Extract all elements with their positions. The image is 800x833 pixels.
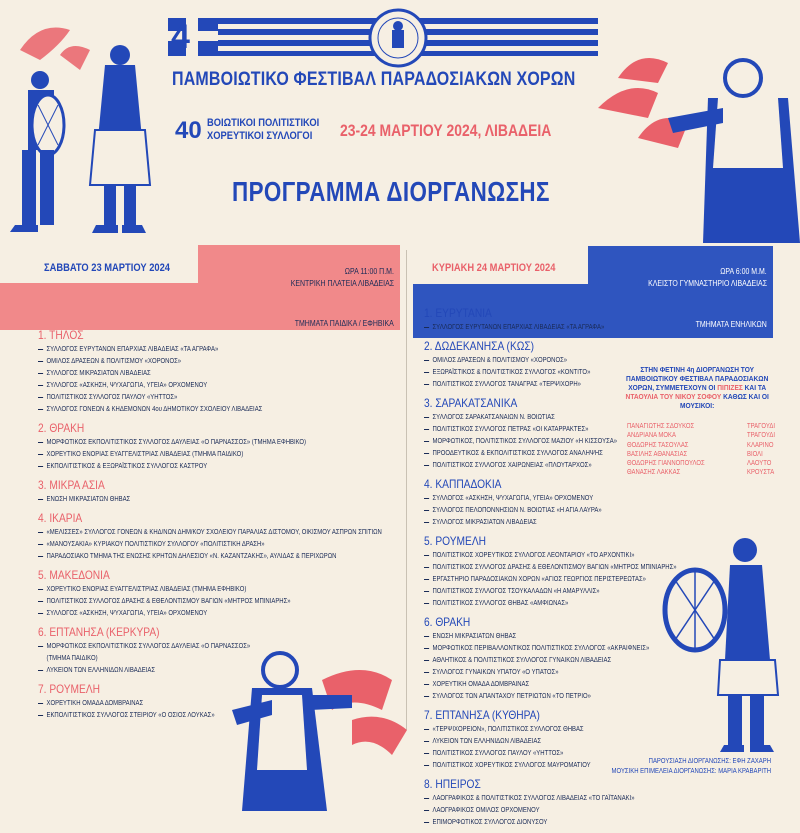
list-item: ΣΥΛΛΟΓΟΣ ΤΩΝ ΑΠΑΝΤΑΧΟΥ ΠΕΤΡΙΩΤΩΝ «ΤΟ ΠΕΤΡΙΟ»	[424, 691, 677, 703]
sunday-time: ΩΡΑ 6:00 Μ.Μ.	[720, 266, 767, 276]
sunday-section: 2. ΔΩΔΕΚΑΝΗΣΑ (ΚΩΣ) ΟΜΙΛΟΣ ΔΡΑΣΕΩΝ & ΠΟΛΙΤΙΣΜΟΥ «ΧΟΡΟΝΟΣ» ΕΞΩΡΑΪΣΤΙΚΟΣ & ΠΟΛΙΤΙΣΤΙΚΟΣ ΣΥΛΛΟΓΟΣ «ΚΟΝΤΙΤΟ» ΠΟΛΙΤΙΣΤΙΚΟΣ ΣΥΛΛΟΓΟΣ ΤΑΝΑΓΡΑΣ «ΤΕΡΨΙΧΟΡΗ»	[424, 338, 721, 391]
list-item: ΠΟΛΙΤΙΣΤΙΚΟΣ ΣΥΛΛΟΓΟΣ ΧΑΙΡΩΝΕΙΑΣ «ΠΛΟΥΤΑΡΧΟΣ»	[424, 460, 677, 472]
list-item: ΛΑΟΓΡΑΦΙΚΟΣ ΟΜΙΛΟΣ ΟΡΧΟΜΕΝΟΥ	[424, 805, 677, 817]
program-title: ΠΡΟΓΡΑΜΜΑ ΔΙΟΡΓΑΝΩΣΗΣ	[232, 176, 550, 207]
list-item: ΣΥΛΛΟΓΟΣ «ΑΣΚΗΣΗ, ΨΥΧΑΓΩΓΙΑ, ΥΓΕΙΑ» ΟΡΧΟΜΕΝΟΥ	[38, 608, 382, 620]
list-item: ΛΑΟΓΡΑΦΙΚΟΣ & ΠΟΛΙΤΙΣΤΙΚΟΣ ΣΥΛΛΟΓΟΣ ΛΙΒΑΔΕΙΑΣ «ΤΟ ΓΑΪΤΑΝΑΚΙ»	[424, 793, 677, 805]
list-item: ΜΟΡΦΩΤΙΚΟΣ ΠΕΡΙΒΑΛΛΟΝΤΙΚΟΣ ΠΟΛΙΤΙΣΤΙΚΟΣ ΣΥΛΛΟΓΟΣ «ΑΚΡΑΙΦΝΕΙΣ»	[424, 643, 677, 655]
drummer-figure-right	[640, 530, 800, 760]
sunday-label: ΚΥΡΙΑΚΗ 24 ΜΑΡΤΙΟΥ 2024	[432, 262, 556, 274]
list-item: ΜΟΡΦΩΤΙΚΟΣ ΕΚΠΟΛΙΤΙΣΤΙΚΟΣ ΣΥΛΛΟΓΟΣ ΔΑΥΛΕΙΑΣ «Ο ΠΑΡΝΑΣΣΟΣ» (ΤΜΗΜΑ ΕΦΗΒΙΚΟ)	[38, 437, 382, 449]
list-item: ΑΘΛΗΤΙΚΟΣ & ΠΟΛΙΤΙΣΤΙΚΟΣ ΣΥΛΛΟΓΟΣ ΓΥΝΑΙΚΩΝ ΛΙΒΑΔΕΙΑΣ	[424, 655, 677, 667]
list-item: ΠΑΡΑΔΟΣΙΑΚΟ ΤΜΗΜΑ ΤΗΣ ΕΝΩΣΗΣ ΚΡΗΤΩΝ ΔΗΛΕΣΙΟΥ «Ν. ΚΑΖΑΝΤΖΑΚΗΣ», ΑΥΛΙΔΑΣ & ΠΕΡΙΧΩΡΩΝ	[38, 551, 382, 563]
woman-figure-right	[598, 38, 800, 243]
saturday-section: 4. ΙΚΑΡΙΑ «ΜΕΛΙΣΣΕΣ» ΣΥΛΛΟΓΟΣ ΓΟΝΕΩΝ & ΚΗΔ/ΝΩΝ ΔΗΜ/ΚΟΥ ΣΧΟΛΕΙΟΥ ΠΑΡΑΛΙΑΣ ΔΙΣΤΟΜΟΥ, ΟΙΚΙΣΜΟΥ ΑΣΠΡΩΝ ΣΠΙΤΙΩΝ «ΜΑΝΟΥΣΑΚΙΑ» ΚΥΡΙΑΚΟΥ ΠΟΛΙΤΙΣΤΙΚΟΥ ΣΥΛΛΟΓΟΥ «ΠΟΛΙΤΙΣΤΙΚΗ ΔΡΑΣΗ» ΠΑΡΑΔΟΣΙΑΚΟ ΤΜΗΜΑ ΤΗΣ ΕΝΩΣΗΣ ΚΡΗΤΩΝ ΔΗΛΕΣΙΟΥ «Ν. ΚΑΖΑΝΤΖΑΚΗΣ», ΑΥΛΙΔΑΣ & ΠΕΡΙΧΩΡΩΝ	[38, 510, 443, 563]
sunday-section: 3. ΣΑΡΑΚΑΤΣΑΝΙΚΑ ΣΥΛΛΟΓΟΣ ΣΑΡΑΚΑΤΣΑΝΑΙΩΝ Ν. ΒΟΙΩΤΙΑΣ ΠΟΛΙΤΙΣΤΙΚΟΣ ΣΥΛΛΟΓΟΣ ΠΕΤΡΑΣ «ΟΙ ΚΑΤΑΡΡΑΚΤΕΣ» ΜΟΡΦΩΤΙΚΟΣ, ΠΟΛΙΤΙΣΤΙΚΟΣ ΣΥΛΛΟΓΟΣ ΜΑΖΙΟΥ «Η ΚΙΣΣΟΥΣΑ» ΠΡΟΟΔΕΥΤΙΚΟΣ & ΕΚΠΟΛΙΤΙΣΤΙΚΟΣ ΣΥΛΛΟΓΟΣ ΑΝΑΛΗΨΗΣ ΠΟΛΙΤΙΣΤΙΚΟΣ ΣΥΛΛΟΓΟΣ ΧΑΙΡΩΝΕΙΑΣ «ΠΛΟΥΤΑΡΧΟΣ»	[424, 395, 721, 472]
list-item: ΠΟΛΙΤΙΣΤΙΚΟΣ ΧΟΡΕΥΤΙΚΟΣ ΣΥΛΛΟΓΟΣ ΛΕΟΝΤΑΡΙΟΥ «ΤΟ ΑΡΧΟΝΤΙΚΙ»	[424, 550, 677, 562]
sunday-category: ΤΜΗΜΑΤΑ ΕΝΗΛΙΚΩΝ	[695, 319, 767, 329]
list-item: ΧΟΡΕΥΤΙΚΗ ΟΜΑΔΑ ΔΟΜΒΡΑΙΝΑΣ	[424, 679, 677, 691]
saturday-time: ΩΡΑ 11:00 Π.Μ.	[344, 266, 394, 276]
list-item: ΠΟΛΙΤΙΣΤΙΚΟΣ ΣΥΛΛΟΓΟΣ ΠΑΥΛΟΥ «ΥΗΤΤΟΣ»	[424, 748, 677, 760]
list-item: ΠΟΛΙΤΙΣΤΙΚΟΣ ΣΥΛΛΟΓΟΣ ΔΡΑΣΗΣ & ΕΘΕΛΟΝΤΙΣΜΟΥ ΒΑΓΙΩΝ «ΜΗΤΡΟΣ ΜΠΙΝΙΑΡΗΣ»	[38, 596, 382, 608]
saturday-label: ΣΑΒΒΑΤΟ 23 ΜΑΡΤΙΟΥ 2024	[44, 262, 170, 274]
list-item: ΕΞΩΡΑΪΣΤΙΚΟΣ & ΠΟΛΙΤΙΣΤΙΚΟΣ ΣΥΛΛΟΓΟΣ «ΚΟΝΤΙΤΟ»	[424, 367, 677, 379]
woman-figure-bottom	[212, 640, 412, 811]
drummer-figure-left	[0, 20, 170, 245]
credits: ΠΑΡΟΥΣΙΑΣΗ ΔΙΟΡΓΑΝΩΣΗΣ: ΕΦΗ ΖΑΧΑΡΗ ΜΟΥΣΙΚΗ ΕΠΙΜΕΛΕΙΑ ΔΙΟΡΓΑΝΩΣΗΣ: ΜΑΡΙΑ ΚΡΑΒΑΡΙΤΗ	[611, 758, 771, 775]
sunday-section: 4. ΚΑΠΠΑΔΟΚΙΑ ΣΥΛΛΟΓΟΣ «ΑΣΚΗΣΗ, ΨΥΧΑΓΩΓΙΑ, ΥΓΕΙΑ» ΟΡΧΟΜΕΝΟΥ ΣΥΛΛΟΓΟΣ ΠΕΛΟΠΟΝΝΗΣΙΩΝ Ν. ΒΟΙΩΤΙΑΣ «Η ΑΓΙΑ ΛΑΥΡΑ» ΣΥΛΛΟΓΟΣ ΜΙΚΡΑΣΙΑΤΩΝ ΛΙΒΑΔΕΙΑΣ	[424, 476, 721, 529]
list-item: ΛΥΚΕΙΟΝ ΤΩΝ ΕΛΛΗΝΙΔΩΝ ΛΙΒΑΔΕΙΑΣ	[424, 736, 677, 748]
saturday-section: 3. ΜΙΚΡΑ ΑΣΙΑ ΕΝΩΣΗ ΜΙΚΡΑΣΙΑΤΩΝ ΘΗΒΑΣ	[38, 477, 443, 506]
list-item: ΠΟΛΙΤΙΣΤΙΚΟΣ ΣΥΛΛΟΓΟΣ ΤΣΟΥΚΑΛΑΔΩΝ «Η ΑΜΑΡΥΛΛΙΣ»	[424, 586, 677, 598]
sunday-venue: ΚΛΕΙΣΤΟ ΓΥΜΝΑΣΤΗΡΙΟ ΛΙΒΑΔΕΙΑΣ	[648, 278, 767, 288]
list-item: ΕΡΓΑΣΤΗΡΙΟ ΠΑΡΑΔΟΣΙΑΚΩΝ ΧΟΡΩΝ «ΑΓΙΟΣ ΓΕΩΡΓΙΟΣ ΠΕΡΙΣΤΕΡΕΩΤΑΣ»	[424, 574, 677, 586]
list-item: «ΜΑΝΟΥΣΑΚΙΑ» ΚΥΡΙΑΚΟΥ ΠΟΛΙΤΙΣΤΙΚΟΥ ΣΥΛΛΟΓΟΥ «ΠΟΛΙΤΙΣΤΙΚΗ ΔΡΑΣΗ»	[38, 539, 382, 551]
flag-number: 4	[171, 18, 190, 56]
festival-title: ΠΑΜΒΟΙΩΤΙΚΟ ΦΕΣΤΙΒΑΛ ΠΑΡΑΔΟΣΙΑΚΩΝ ΧΟΡΩΝ	[172, 68, 576, 90]
list-item: ΕΝΩΣΗ ΜΙΚΡΑΣΙΑΤΩΝ ΘΗΒΑΣ	[424, 631, 677, 643]
saturday-category: ΤΜΗΜΑΤΑ ΠΑΙΔΙΚΑ / ΕΦΗΒΙΚΑ	[294, 318, 394, 328]
list-item: ΣΥΛΛΟΓΟΣ ΓΥΝΑΙΚΩΝ ΥΠΑΤΟΥ «Ο ΥΠΑΤΟΣ»	[424, 667, 677, 679]
list-item: ΜΟΡΦΩΤΙΚΟΣ ΕΚΠΟΛΙΤΙΣΤΙΚΟΣ ΣΥΛΛΟΓΟΣ ΔΑΥΛΕΙΑΣ «Ο ΠΑΡΝΑΣΣΟΣ»	[38, 641, 382, 653]
list-item: «ΜΕΛΙΣΣΕΣ» ΣΥΛΛΟΓΟΣ ΓΟΝΕΩΝ & ΚΗΔ/ΝΩΝ ΔΗΜ/ΚΟΥ ΣΧΟΛΕΙΟΥ ΠΑΡΑΛΙΑΣ ΔΙΣΤΟΜΟΥ, ΟΙΚΙΣΜΟΥ ΑΣΠΡΩΝ ΣΠΙΤΙΩΝ	[38, 527, 382, 539]
list-item: ΠΟΛΙΤΙΣΤΙΚΟΣ ΣΥΛΛΟΓΟΣ ΤΑΝΑΓΡΑΣ «ΤΕΡΨΙΧΟΡΗ»	[424, 379, 677, 391]
list-item: ΟΜΙΛΟΣ ΔΡΑΣΕΩΝ & ΠΟΛΙΤΙΣΜΟΥ «ΧΟΡΟΝΟΣ»	[424, 355, 677, 367]
list-item: ΣΥΛΛΟΓΟΣ «ΑΣΚΗΣΗ, ΨΥΧΑΓΩΓΙΑ, ΥΓΕΙΑ» ΟΡΧΟΜΕΝΟΥ	[38, 380, 382, 392]
saturday-section: 2. ΘΡΑΚΗ ΜΟΡΦΩΤΙΚΟΣ ΕΚΠΟΛΙΤΙΣΤΙΚΟΣ ΣΥΛΛΟΓΟΣ ΔΑΥΛΕΙΑΣ «Ο ΠΑΡΝΑΣΣΟΣ» (ΤΜΗΜΑ ΕΦΗΒΙΚΟ) ΧΟΡΕΥΤΙΚΟ ΕΝΟΡΙΑΣ ΕΥΑΓΓΕΛΙΣΤΡΙΑΣ ΛΙΒΑΔΕΙΑΣ (ΤΜΗΜΑ ΠΑΙΔΙΚΟ) ΕΚΠΟΛΙΤΙΣΤΙΚΟΣ & ΕΞΩΡΑΪΣΤΙΚΟΣ ΣΥΛΛΟΓΟΣ ΚΑΣΤΡΟΥ	[38, 420, 443, 473]
list-item: ΠΡΟΟΔΕΥΤΙΚΟΣ & ΕΚΠΟΛΙΤΙΣΤΙΚΟΣ ΣΥΛΛΟΓΟΣ ΑΝΑΛΗΨΗΣ	[424, 448, 677, 460]
sunday-section: 7. ΕΠΤΑΝΗΣΑ (ΚΥΘΗΡΑ) «ΤΕΡΨΙΧΟΡΕΙΟΝ», ΠΟΛΙΤΙΣΤΙΚΟΣ ΣΥΛΛΟΓΟΣ ΘΗΒΑΣ ΛΥΚΕΙΟΝ ΤΩΝ ΕΛΛΗΝΙΔΩΝ ΛΙΒΑΔΕΙΑΣ ΠΟΛΙΤΙΣΤΙΚΟΣ ΣΥΛΛΟΓΟΣ ΠΑΥΛΟΥ «ΥΗΤΤΟΣ» ΠΟΛΙΤΙΣΤΙΚΟΣ ΧΟΡΕΥΤΙΚΟΣ ΣΥΛΛΟΓΟΣ ΜΑΥΡΟΜΑΤΙΟΥ	[424, 707, 721, 772]
saturday-section: 6. ΕΠΤΑΝΗΣΑ (ΚΕΡΚΥΡΑ) ΜΟΡΦΩΤΙΚΟΣ ΕΚΠΟΛΙΤΙΣΤΙΚΟΣ ΣΥΛΛΟΓΟΣ ΔΑΥΛΕΙΑΣ «Ο ΠΑΡΝΑΣΣΟΣ» (ΤΜΗΜΑ ΠΑΙΔΙΚΟ) ΛΥΚΕΙΟΝ ΤΩΝ ΕΛΛΗΝΙΔΩΝ ΛΙΒΑΔΕΙΑΣ	[38, 624, 443, 677]
saturday-section: 5. ΜΑΚΕΔΟΝΙΑ ΧΟΡΕΥΤΙΚΟ ΕΝΟΡΙΑΣ ΕΥΑΓΓΕΛΙΣΤΡΙΑΣ ΛΙΒΑΔΕΙΑΣ (ΤΜΗΜΑ ΕΦΗΒΙΚΟ) ΠΟΛΙΤΙΣΤΙΚΟΣ ΣΥΛΛΟΓΟΣ ΔΡΑΣΗΣ & ΕΘΕΛΟΝΤΙΣΜΟΥ ΒΑΓΙΩΝ «ΜΗΤΡΟΣ ΜΠΙΝΙΑΡΗΣ» ΣΥΛΛΟΓΟΣ «ΑΣΚΗΣΗ, ΨΥΧΑΓΩΓΙΑ, ΥΓΕΙΑ» ΟΡΧΟΜΕΝΟΥ	[38, 567, 443, 620]
list-item: ΕΝΩΣΗ ΜΙΚΡΑΣΙΑΤΩΝ ΘΗΒΑΣ	[38, 494, 382, 506]
sunday-section: 6. ΘΡΑΚΗ ΕΝΩΣΗ ΜΙΚΡΑΣΙΑΤΩΝ ΘΗΒΑΣ ΜΟΡΦΩΤΙΚΟΣ ΠΕΡΙΒΑΛΛΟΝΤΙΚΟΣ ΠΟΛΙΤΙΣΤΙΚΟΣ ΣΥΛΛΟΓΟΣ «ΑΚΡΑΙΦΝΕΙΣ» ΑΘΛΗΤΙΚΟΣ & ΠΟΛΙΤΙΣΤΙΚΟΣ ΣΥΛΛΟΓΟΣ ΓΥΝΑΙΚΩΝ ΛΙΒΑΔΕΙΑΣ ΣΥΛΛΟΓΟΣ ΓΥΝΑΙΚΩΝ ΥΠΑΤΟΥ «Ο ΥΠΑΤΟΣ» ΧΟΡΕΥΤΙΚΗ ΟΜΑΔΑ ΔΟΜΒΡΑΙΝΑΣ ΣΥΛΛΟΓΟΣ ΤΩΝ ΑΠΑΝΤΑΧΟΥ ΠΕΤΡΙΩΤΩΝ «ΤΟ ΠΕΤΡΙΟ»	[424, 614, 721, 703]
festival-dates: 23-24 ΜΑΡΤΙΟΥ 2024, ΛΙΒΑΔΕΙΑ	[340, 121, 552, 140]
list-item: ΣΥΛΛΟΓΟΣ ΠΕΛΟΠΟΝΝΗΣΙΩΝ Ν. ΒΟΙΩΤΙΑΣ «Η ΑΓΙΑ ΛΑΥΡΑ»	[424, 505, 677, 517]
list-item: ΟΜΙΛΟΣ ΔΡΑΣΕΩΝ & ΠΟΛΙΤΙΣΜΟΥ «ΧΟΡΟΝΟΣ»	[38, 356, 382, 368]
list-item: ΣΥΛΛΟΓΟΣ «ΑΣΚΗΣΗ, ΨΥΧΑΓΩΓΙΑ, ΥΓΕΙΑ» ΟΡΧΟΜΕΝΟΥ	[424, 493, 677, 505]
list-item: ΠΟΛΙΤΙΣΤΙΚΟΣ ΣΥΛΛΟΓΟΣ ΠΑΥΛΟΥ «ΥΗΤΤΟΣ»	[38, 392, 382, 404]
groups-description: ΒΟΙΩΤΙΚΟΙ ΠΟΛΙΤΙΣΤΙΚΟΙ ΧΟΡΕΥΤΙΚΟΙ ΣΥΛΛΟΓΟΙ	[207, 117, 320, 142]
list-item: ΠΟΛΙΤΙΣΤΙΚΟΣ ΣΥΛΛΟΓΟΣ ΠΕΤΡΑΣ «ΟΙ ΚΑΤΑΡΡΑΚΤΕΣ»	[424, 424, 677, 436]
saturday-section: 1. ΤΗΛΟΣ ΣΥΛΛΟΓΟΣ ΕΥΡΥΤΑΝΩΝ ΕΠΑΡΧΙΑΣ ΛΙΒΑΔΕΙΑΣ «ΤΑ ΑΓΡΑΦΑ» ΟΜΙΛΟΣ ΔΡΑΣΕΩΝ & ΠΟΛΙΤΙΣΜΟΥ «ΧΟΡΟΝΟΣ» ΣΥΛΛΟΓΟΣ ΜΙΚΡΑΣΙΑΤΩΝ ΛΙΒΑΔΕΙΑΣ ΣΥΛΛΟΓΟΣ «ΑΣΚΗΣΗ, ΨΥΧΑΓΩΓΙΑ, ΥΓΕΙΑ» ΟΡΧΟΜΕΝΟΥ ΠΟΛΙΤΙΣΤΙΚΟΣ ΣΥΛΛΟΓΟΣ ΠΑΥΛΟΥ «ΥΗΤΤΟΣ» ΣΥΛΛΟΓΟΣ ΓΟΝΕΩΝ & ΚΗΔΕΜΟΝΩΝ 4ου ΔΗΜΟΤΙΚΟΥ ΣΧΟΛΕΙΟΥ ΛΙΒΑΔΕΙΑΣ	[38, 327, 443, 416]
festival-logo	[368, 8, 428, 68]
list-item: ΛΥΚΕΙΟΝ ΤΩΝ ΕΛΛΗΝΙΔΩΝ ΛΙΒΑΔΕΙΑΣ	[38, 665, 382, 677]
list-item: ΣΥΛΛΟΓΟΣ ΕΥΡΥΤΑΝΩΝ ΕΠΑΡΧΙΑΣ ΛΙΒΑΔΕΙΑΣ «ΤΑ ΑΓΡΑΦΑ»	[424, 322, 677, 334]
saturday-section: 7. ΡΟΥΜΕΛΗ ΧΟΡΕΥΤΙΚΗ ΟΜΑΔΑ ΔΟΜΒΡΑΙΝΑΣ ΕΚΠΟΛΙΤΙΣΤΙΚΟΣ ΣΥΛΛΟΓΟΣ ΣΤΕΙΡΙΟΥ «Ο ΟΣΙΟΣ ΛΟΥΚΑΣ»	[38, 681, 443, 722]
list-item: ΠΟΛΙΤΙΣΤΙΚΟΣ ΧΟΡΕΥΤΙΚΟΣ ΣΥΛΛΟΓΟΣ ΜΑΥΡΟΜΑΤΙΟΥ	[424, 760, 677, 772]
musicians-list: ΠΑΝΑΓΙΩΤΗΣ ΣΔΟΥΚΟΣ ΑΝΔΡΙΑΝΑ ΜΟΚΑ ΘΟΔΩΡΗΣ ΤΑΣΟΥΛΑΣ ΒΑΣΙΛΗΣ ΑΘΑΝΑΣΙΑΣ ΘΟΔΩΡΗΣ ΓΙΑΝΝΟΠΟΥΛΟΣ ΘΑΝΑΣΗΣ ΛΑΚΚΑΣ ΤΡΑΓΟΥΔΙ ΤΡΑΓΟΥΔΙ ΚΛΑΡΙΝΟ ΒΙΟΛΙ ΛΑΟΥΤΟ ΚΡΟΥΣΤΑ	[627, 423, 776, 477]
list-item: ΣΥΛΛΟΓΟΣ ΜΙΚΡΑΣΙΑΤΩΝ ΛΙΒΑΔΕΙΑΣ	[38, 368, 382, 380]
list-item: ΧΟΡΕΥΤΙΚΟ ΕΝΟΡΙΑΣ ΕΥΑΓΓΕΛΙΣΤΡΙΑΣ ΛΙΒΑΔΕΙΑΣ (ΤΜΗΜΑ ΕΦΗΒΙΚΟ)	[38, 584, 382, 596]
list-item: ΕΚΠΟΛΙΤΙΣΤΙΚΟΣ ΣΥΛΛΟΓΟΣ ΣΤΕΙΡΙΟΥ «Ο ΟΣΙΟΣ ΛΟΥΚΑΣ»	[38, 710, 382, 722]
list-item: (ΤΜΗΜΑ ΠΑΙΔΙΚΟ)	[46, 655, 98, 662]
sunday-section: 5. ΡΟΥΜΕΛΗ ΠΟΛΙΤΙΣΤΙΚΟΣ ΧΟΡΕΥΤΙΚΟΣ ΣΥΛΛΟΓΟΣ ΛΕΟΝΤΑΡΙΟΥ «ΤΟ ΑΡΧΟΝΤΙΚΙ» ΠΟΛΙΤΙΣΤΙΚΟΣ ΣΥΛΛΟΓΟΣ ΔΡΑΣΗΣ & ΕΘΕΛΟΝΤΙΣΜΟΥ ΒΑΓΙΩΝ «ΜΗΤΡΟΣ ΜΠΙΝΙΑΡΗΣ» ΕΡΓΑΣΤΗΡΙΟ ΠΑΡΑΔΟΣΙΑΚΩΝ ΧΟΡΩΝ «ΑΓΙΟΣ ΓΕΩΡΓΙΟΣ ΠΕΡΙΣΤΕΡΕΩΤΑΣ» ΠΟΛΙΤΙΣΤΙΚΟΣ ΣΥΛΛΟΓΟΣ ΤΣΟΥΚΑΛΑΔΩΝ «Η ΑΜΑΡΥΛΛΙΣ» ΠΟΛΙΤΙΣΤΙΚΟΣ ΣΥΛΛΟΓΟΣ ΘΗΒΑΣ «ΑΜΦΙΩΝΑΣ»	[424, 533, 721, 610]
list-item: ΧΟΡΕΥΤΙΚΟ ΕΝΟΡΙΑΣ ΕΥΑΓΓΕΛΙΣΤΡΙΑΣ ΛΙΒΑΔΕΙΑΣ (ΤΜΗΜΑ ΠΑΙΔΙΚΟ)	[38, 449, 382, 461]
sunday-section: 1. ΕΥΡΥΤΑΝΙΑ ΣΥΛΛΟΓΟΣ ΕΥΡΥΤΑΝΩΝ ΕΠΑΡΧΙΑΣ ΛΙΒΑΔΕΙΑΣ «ΤΑ ΑΓΡΑΦΑ»	[424, 305, 721, 334]
list-item: ΣΥΛΛΟΓΟΣ ΕΥΡΥΤΑΝΩΝ ΕΠΑΡΧΙΑΣ ΛΙΒΑΔΕΙΑΣ «ΤΑ ΑΓΡΑΦΑ»	[38, 344, 382, 356]
list-item: ΣΥΛΛΟΓΟΣ ΓΟΝΕΩΝ & ΚΗΔΕΜΟΝΩΝ 4ου ΔΗΜΟΤΙΚΟΥ ΣΧΟΛΕΙΟΥ ΛΙΒΑΔΕΙΑΣ	[38, 404, 382, 416]
groups-count: 40	[175, 117, 202, 144]
list-item: ΠΟΛΙΤΙΣΤΙΚΟΣ ΣΥΛΛΟΓΟΣ ΔΡΑΣΗΣ & ΕΘΕΛΟΝΤΙΣΜΟΥ ΒΑΓΙΩΝ «ΜΗΤΡΟΣ ΜΠΙΝΙΑΡΗΣ»	[424, 562, 677, 574]
list-item: «ΤΕΡΨΙΧΟΡΕΙΟΝ», ΠΟΛΙΤΙΣΤΙΚΟΣ ΣΥΛΛΟΓΟΣ ΘΗΒΑΣ	[424, 724, 677, 736]
list-item: ΜΟΡΦΩΤΙΚΟΣ, ΠΟΛΙΤΙΣΤΙΚΟΣ ΣΥΛΛΟΓΟΣ ΜΑΖΙΟΥ «Η ΚΙΣΣΟΥΣΑ»	[424, 436, 677, 448]
musicians-note: ΣΤΗΝ ΦΕΤΙΝΗ 4η ΔΙΟΡΓΑΝΩΣΗ ΤΟΥ ΠΑΜΒΟΙΩΤΙΚΟΥ ΦΕΣΤΙΒΑΛ ΠΑΡΑΔΟΣΙΑΚΩΝ ΧΟΡΩΝ, ΣΥΜΜΕΤΕΧΟΥΝ ΟΙ ΠΙΠΙΖΕΣ ΚΑΙ ΤΑ ΝΤΑΟΥΛΙΑ ΤΟΥ ΝΙΚΟΥ ΣΟΦΟΥ ΚΑΘΩΣ ΚΑΙ ΟΙ ΜΟΥΣΙΚΟΙ:	[625, 365, 769, 410]
list-item: ΧΟΡΕΥΤΙΚΗ ΟΜΑΔΑ ΔΟΜΒΡΑΙΝΑΣ	[38, 698, 382, 710]
list-item: ΠΟΛΙΤΙΣΤΙΚΟΣ ΣΥΛΛΟΓΟΣ ΘΗΒΑΣ «ΑΜΦΙΩΝΑΣ»	[424, 598, 677, 610]
list-item: ΣΥΛΛΟΓΟΣ ΣΑΡΑΚΑΤΣΑΝΑΙΩΝ Ν. ΒΟΙΩΤΙΑΣ	[424, 412, 677, 424]
saturday-venue: ΚΕΝΤΡΙΚΗ ΠΛΑΤΕΙΑ ΛΙΒΑΔΕΙΑΣ	[290, 278, 394, 288]
sunday-section: 8. ΗΠΕΙΡΟΣ ΛΑΟΓΡΑΦΙΚΟΣ & ΠΟΛΙΤΙΣΤΙΚΟΣ ΣΥΛΛΟΓΟΣ ΛΙΒΑΔΕΙΑΣ «ΤΟ ΓΑΪΤΑΝΑΚΙ» ΛΑΟΓΡΑΦΙΚΟΣ ΟΜΙΛΟΣ ΟΡΧΟΜΕΝΟΥ ΕΠΙΜΟΡΦΩΤΙΚΟΣ ΣΥΛΛΟΓΟΣ ΔΙΟΝΥΣΟΥ	[424, 776, 721, 829]
list-item: ΕΠΙΜΟΡΦΩΤΙΚΟΣ ΣΥΛΛΟΓΟΣ ΔΙΟΝΥΣΟΥ	[424, 817, 677, 829]
list-item: ΕΚΠΟΛΙΤΙΣΤΙΚΟΣ & ΕΞΩΡΑΪΣΤΙΚΟΣ ΣΥΛΛΟΓΟΣ ΚΑΣΤΡΟΥ	[38, 461, 382, 473]
list-item: ΣΥΛΛΟΓΟΣ ΜΙΚΡΑΣΙΑΤΩΝ ΛΙΒΑΔΕΙΑΣ	[424, 517, 677, 529]
